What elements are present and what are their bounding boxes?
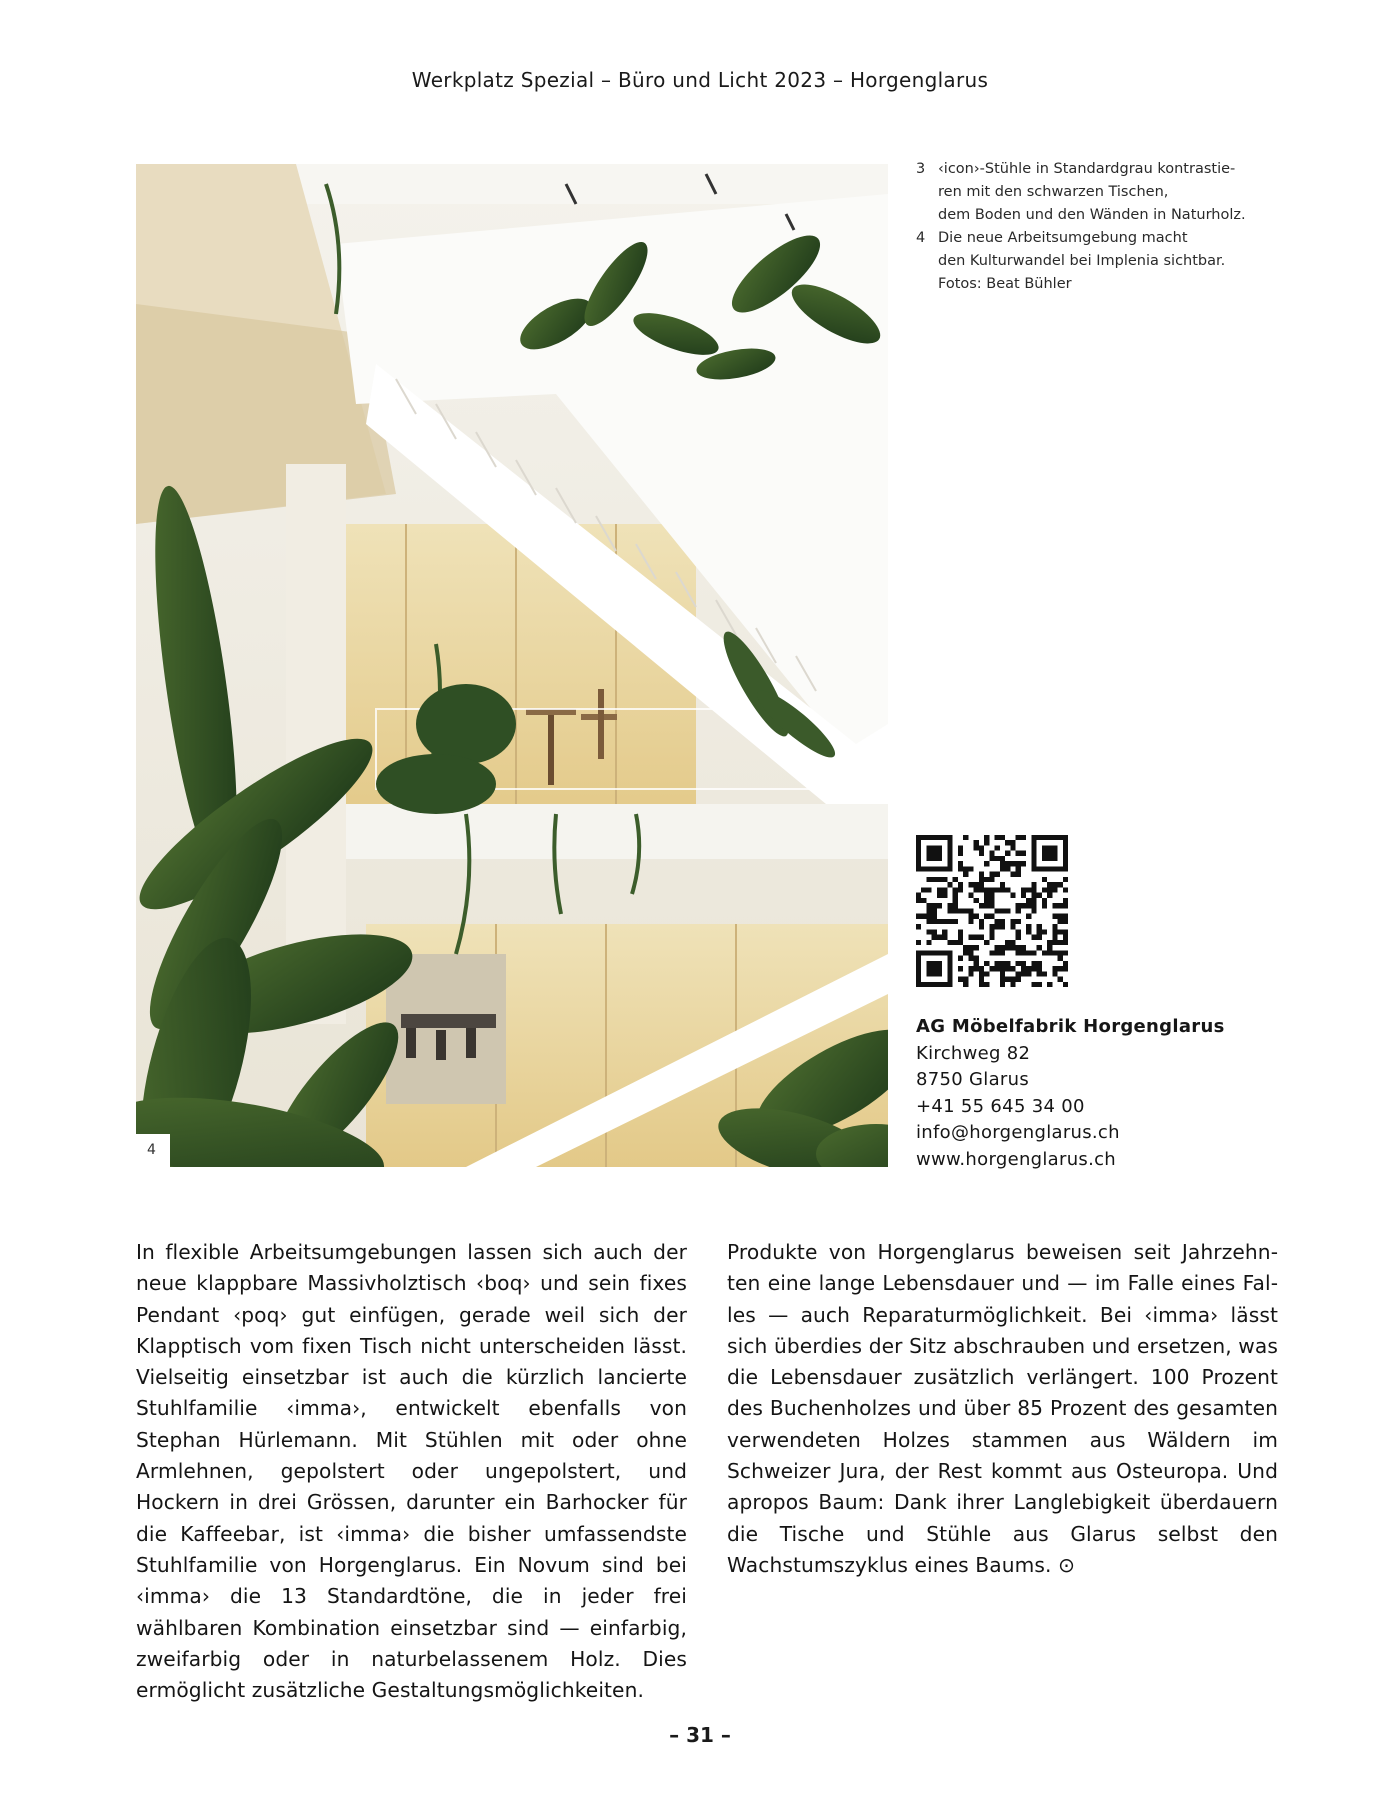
caption-4 — [916, 227, 1256, 296]
email-link[interactable]: info@horgenglarus.ch — [916, 1122, 1120, 1143]
caption-number: 3 — [916, 161, 926, 177]
website-link[interactable]: www.horgenglarus.ch — [916, 1148, 1117, 1170]
city-address: 8750 Glarus — [916, 1069, 1029, 1090]
photo-captions — [916, 158, 1256, 296]
contact-block — [916, 1014, 1276, 1173]
end-mark-icon: ⊙ — [1058, 1552, 1076, 1577]
caption-3 — [916, 158, 1256, 227]
body-text-left: In flexible Arbeitsumgebungen lassen sich auch der neue klappbare Massivholztisch ‹boq› und sein fixes Pendant ‹poq› gut einfügen, gerade weil sich der Klapptisch vom fixen Tisch nicht unterscheiden lässt. Vielseitig einsetzbar ist auch die kürzlich lancierte Stuhlfamilie ‹imma›, entwickelt ebenfalls von Stephan Hürlemann. Mit Stühlen mit oder ohne Armlehnen, gepolstert oder ungepolstert, und Hockern in drei Grössen, darunter ein Barhocker für die Kaffeebar, ist ‹imma› die bisher umfassendste Stuhlfamilie von Horgenglarus. Ein Novum sind bei ‹imma› die 13 Standardtöne, die in jeder frei wählbaren Kombination einsetzbar sind — einfarbig, zweifarbig oder in naturbelassenem Holz. Dies ermöglicht zusätzliche Gestaltungsmöglichkeiten. — [136, 1240, 687, 1703]
caption-text: ‹icon›-Stühle in Standardgrau kontrastie- ren mit den schwarzen Tischen, dem Boden und den Wänden in Naturholz. — [938, 161, 1246, 223]
page-number: – 31 – — [669, 1723, 731, 1747]
caption-number: 4 — [916, 230, 926, 246]
photo-number: 4 — [136, 1134, 170, 1167]
caption-text: Die neue Arbeitsumgebung macht den Kulturwandel bei Implenia sichtbar. Fotos: Beat Bühler — [938, 230, 1226, 292]
street-address: Kirchweg 82 — [916, 1042, 1031, 1064]
qr-code[interactable] — [916, 835, 1068, 987]
body-text-right-content: Produkte von Horgenglarus beweisen seit Jahrzehnten eine lange Lebensdauer und — im Falle eines Falles — auch Reparaturmöglichkeit. Bei ‹imma› lässt sich überdies der Sitz abschrauben und ersetzen, was die Lebensdauer zusätzlich verlängert. 100 Prozent des Buchenholzes und über 85 Prozent des gesamten verwendeten Holzes stammen aus Wäldern im Schweizer Jura, der Rest kommt aus Osteuropa. Und apropos Baum: Dank ihrer Langlebigkeit überdauern die Tische und Stühle aus Glarus selbst den Wachstumszyklus eines Baums. — [727, 1240, 1278, 1577]
office-stairwell-photo — [136, 164, 888, 1167]
body-text-right — [727, 1237, 1278, 1581]
running-header: Werkplatz Spezial – Büro und Licht 2023 – Horgenglarus — [411, 68, 989, 92]
phone-number[interactable]: +41 55 645 34 00 — [916, 1095, 1085, 1117]
company-name: AG Möbelfabrik Horgenglarus — [916, 1016, 1225, 1037]
